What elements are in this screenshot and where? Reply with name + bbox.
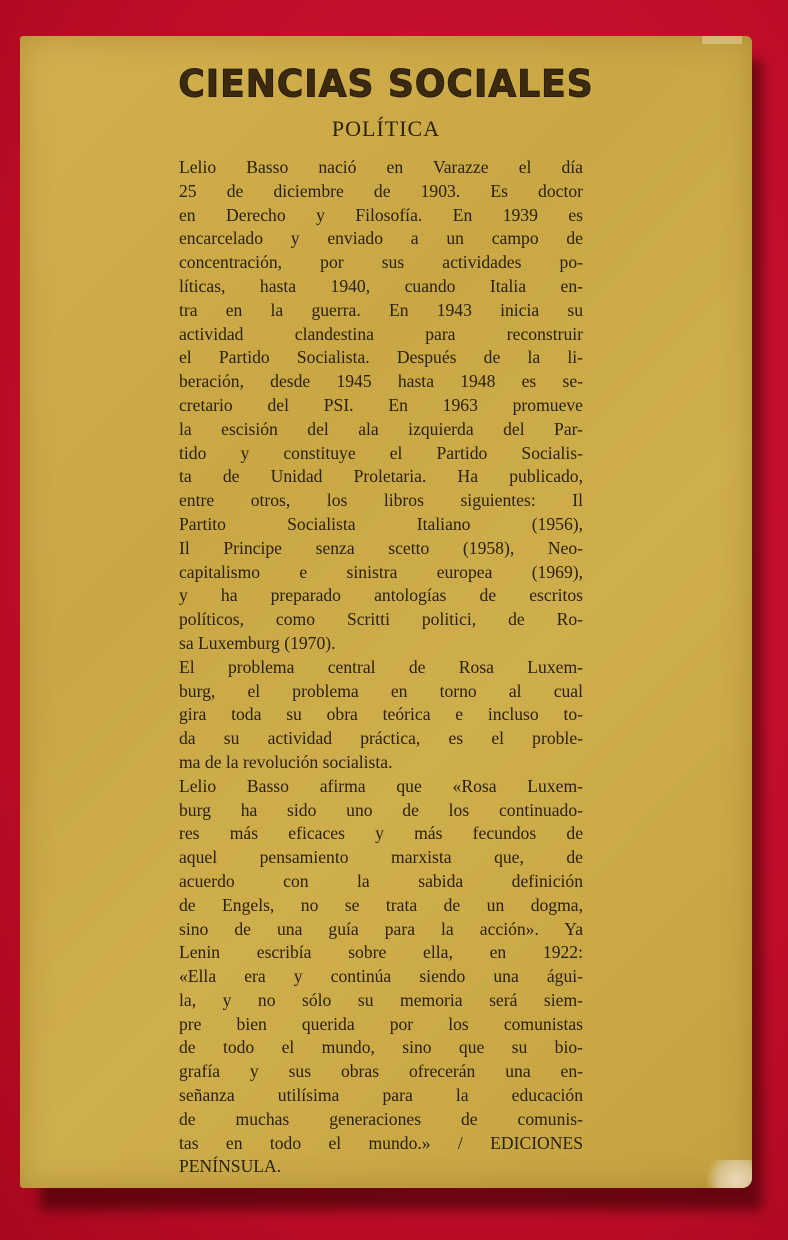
blurb-line: Lelio Basso afirma que «Rosa Luxem-	[179, 775, 583, 796]
blurb-line: tas en todo el mundo.» / EDICIONES	[179, 1132, 583, 1153]
blurb-line: de todo el mundo, sino que su bio-	[179, 1037, 583, 1058]
blurb-line: beración, desde 1945 hasta 1948 es se-	[179, 371, 583, 392]
blurb-line: Il Principe senza scetto (1958), Neo-	[179, 537, 583, 558]
blurb-line: en Derecho y Filosofía. En 1939 es	[179, 204, 583, 225]
cover-top-wear	[702, 36, 742, 44]
blurb-line: acuerdo con la sabida definición	[179, 870, 583, 891]
blurb-text	[179, 156, 583, 1179]
blurb-line: concentración, por sus actividades po-	[179, 252, 583, 273]
blurb-line: PENÍNSULA.	[179, 1156, 282, 1177]
blurb-line: encarcelado y enviado a un campo de	[179, 228, 583, 249]
blurb-line: tra en la guerra. En 1943 inicia su	[179, 299, 583, 320]
blurb-line: el Partido Socialista. Después de la li-	[179, 347, 583, 368]
blurb-line: ma de la revolución socialista.	[179, 751, 393, 772]
blurb-line: res más eficaces y más fecundos de	[179, 823, 583, 844]
blurb-line: políticos, como Scritti politici, de Ro-	[179, 609, 583, 630]
blurb-line: gira toda su obra teórica e incluso to-	[179, 704, 583, 725]
blurb-line: capitalismo e sinistra europea (1969),	[179, 561, 583, 582]
blurb-line: sino de una guía para la acción». Ya	[179, 918, 583, 939]
blurb-line: Partito Socialista Italiano (1956),	[179, 513, 583, 534]
blurb-line: sa Luxemburg (1970).	[179, 632, 336, 653]
book-back-cover	[20, 36, 752, 1188]
blurb-line: aquel pensamiento marxista que, de	[179, 847, 583, 868]
blurb-line: pre bien querida por los comunistas	[179, 1013, 583, 1034]
blurb-line: Lenin escribía sobre ella, en 1922:	[179, 942, 583, 963]
blurb-line: la, y no sólo su memoria será siem-	[179, 989, 583, 1010]
blurb-line: la escisión del ala izquierda del Par-	[179, 418, 583, 439]
blurb-line: de Engels, no se trata de un dogma,	[179, 894, 583, 915]
blurb-line: grafía y sus obras ofrecerán una en-	[179, 1061, 583, 1082]
blurb-line: entre otros, los libros siguientes: Il	[179, 490, 583, 511]
blurb-line: cretario del PSI. En 1963 promueve	[179, 394, 583, 415]
blurb-line: da su actividad práctica, es el proble-	[179, 728, 583, 749]
blurb-line: burg ha sido uno de los continuado-	[179, 799, 583, 820]
blurb-line: ta de Unidad Proletaria. Ha publicado,	[179, 466, 583, 487]
series-subtitle: POLÍTICA	[331, 116, 441, 141]
blurb-line: 25 de diciembre de 1903. Es doctor	[179, 180, 583, 201]
blurb-line: Lelio Basso nació en Varazze el día	[179, 157, 583, 177]
blurb-line: actividad clandestina para reconstruir	[179, 323, 583, 344]
cover-corner-wear	[700, 1160, 752, 1188]
blurb-line: y ha preparado antologías de escritos	[179, 585, 583, 606]
blurb-line: «Ella era y continúa siendo una águi-	[179, 966, 583, 987]
blurb-line: El problema central de Rosa Luxem-	[179, 656, 583, 677]
blurb-line: tido y constituye el Partido Socialis-	[179, 442, 583, 463]
blurb-line: señanza utilísima para la educación	[179, 1085, 583, 1106]
series-title: CIENCIAS SOCIALES	[178, 62, 594, 107]
blurb-line: de muchas generaciones de comunis-	[179, 1108, 583, 1129]
blurb-line: burg, el problema en torno al cual	[179, 680, 583, 701]
blurb-line: líticas, hasta 1940, cuando Italia en-	[179, 275, 583, 296]
